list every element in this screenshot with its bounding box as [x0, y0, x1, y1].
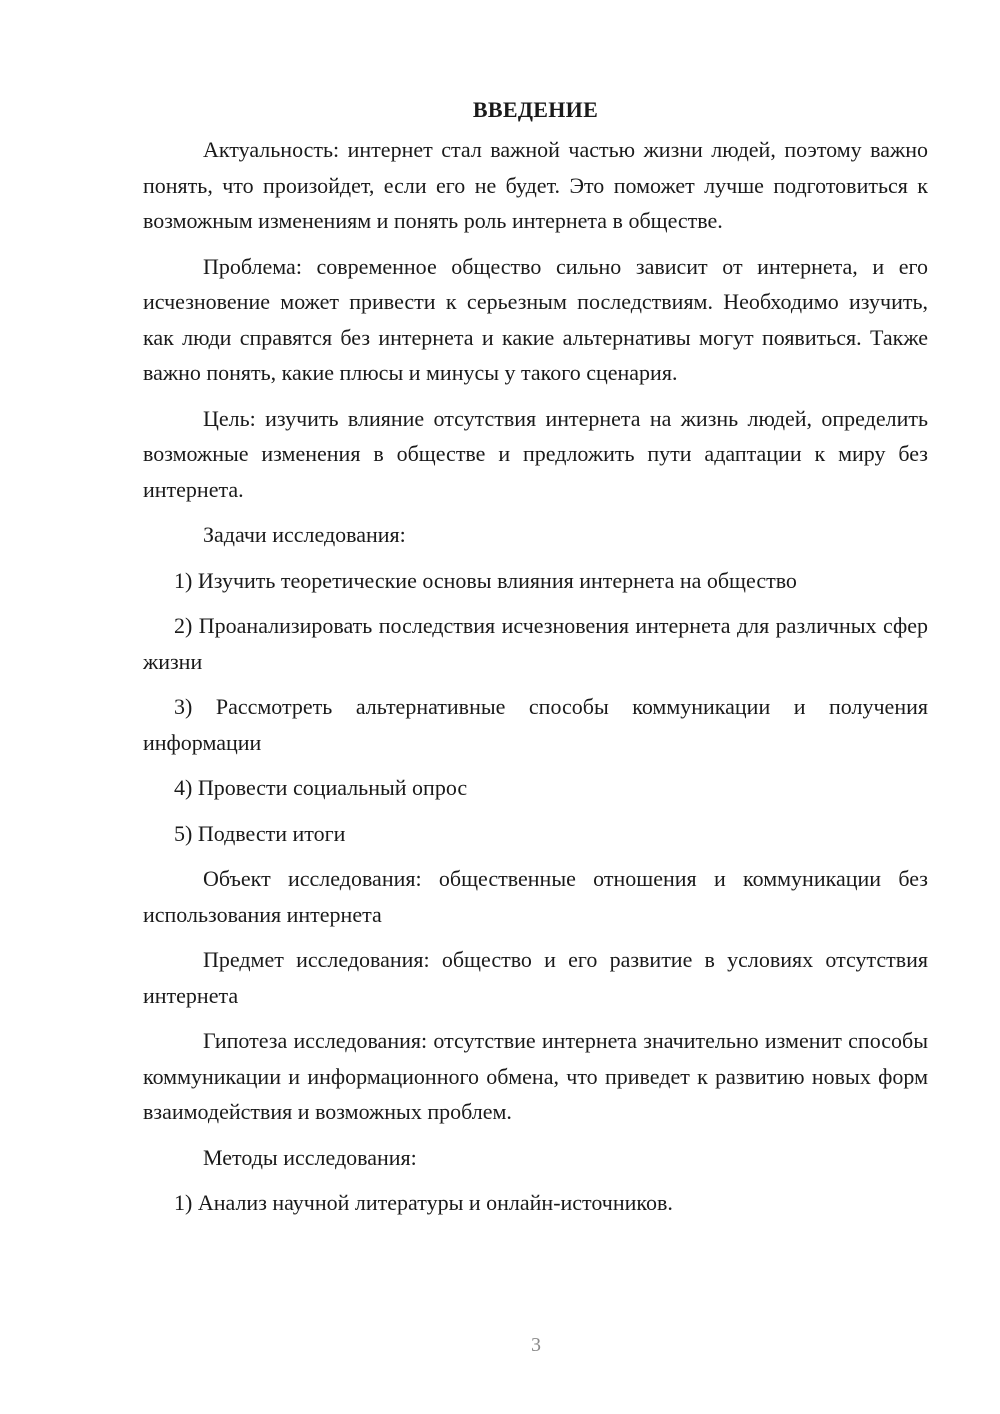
- subject-paragraph: Предмет исследования: общество и его развитие в условиях отсутствия интернета: [143, 947, 928, 1008]
- relevance-paragraph: Актуальность: интернет стал важной частью жизни людей, поэтому важно понять, что произойдет, если его не будет. Это поможет лучше подготовиться к возможным изменениям и понять роль интернета в обществе.: [143, 137, 928, 233]
- problem-paragraph: Проблема: современное общество сильно зависит от интернета, и его исчезновение может привести к серьезным последствиям. Необходимо изучить, как люди справятся без интернета и какие альтернативы могут появиться. Также важно понять, какие плюсы и минусы у такого сценария.: [143, 253, 928, 385]
- task-item: 3) Рассмотреть альтернативные способы коммуникации и получения информации: [143, 694, 928, 755]
- task-item: 4) Провести социальный опрос: [174, 775, 468, 800]
- tasks-heading: Задачи исследования:: [203, 522, 406, 547]
- hypothesis-paragraph: Гипотеза исследования: отсутствие интернета значительно изменит способы коммуникации и информационного обмена, что приведет к развитию новых форм взаимодействия и возможных проблем.: [143, 1028, 928, 1124]
- page-content: [143, 92, 928, 1231]
- task-item: 2) Проанализировать последствия исчезновения интернета для различных сфер жизни: [143, 613, 928, 674]
- task-item: 1) Изучить теоретические основы влияния интернета на общество: [174, 567, 797, 593]
- object-paragraph: Объект исследования: общественные отношения и коммуникации без использования интернета: [143, 866, 928, 927]
- method-item: 1) Анализ научной литературы и онлайн-источников.: [174, 1190, 673, 1215]
- task-item: 5) Подвести итоги: [174, 820, 346, 846]
- methods-heading: Методы исследования:: [203, 1144, 417, 1170]
- page-title: ВВЕДЕНИЕ: [472, 97, 599, 122]
- goal-paragraph: Цель: изучить влияние отсутствия интернета на жизнь людей, определить возможные изменения в обществе и предложить пути адаптации к миру без интернета.: [143, 405, 928, 502]
- page-number: 3: [531, 1334, 541, 1356]
